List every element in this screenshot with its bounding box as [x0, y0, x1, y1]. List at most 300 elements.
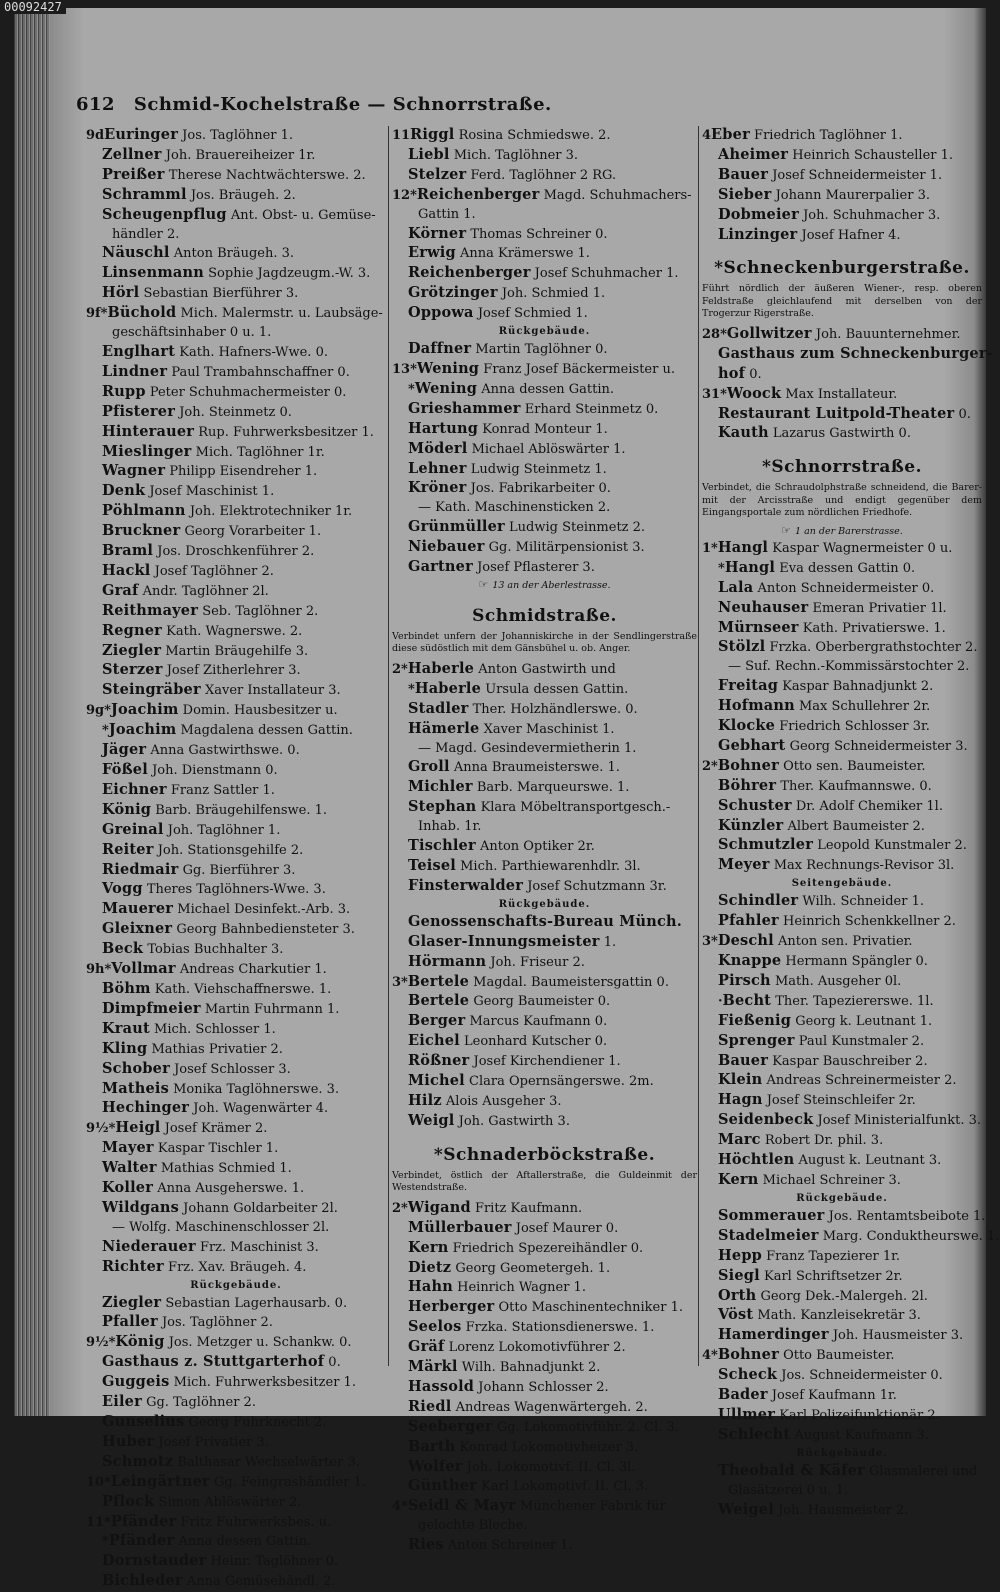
- resident-name: Kauth: [718, 424, 769, 442]
- cross-reference-text: 1 an der Barerstrasse.: [795, 525, 903, 537]
- resident-details: Jos. Taglöhner 1.: [182, 128, 294, 143]
- house-number: 4*: [392, 1499, 408, 1515]
- resident-name: Weigl: [408, 1111, 455, 1129]
- resident-details: Erhard Steinmetz 0.: [524, 401, 659, 417]
- resident-details: Max Installateur.: [785, 386, 898, 402]
- resident-name: Scheck: [718, 1366, 778, 1384]
- resident-name: Sieber: [718, 185, 772, 203]
- directory-entry: [702, 619, 982, 639]
- directory-entry: [392, 1298, 697, 1318]
- resident-details: Barb. Bräugehilfenswe. 1.: [155, 802, 328, 818]
- house-number: 28*: [702, 326, 727, 342]
- resident-details: Frzka. Oberbergrathstochter 2.: [769, 640, 978, 656]
- resident-details: Emeran Privatier 1l.: [812, 600, 947, 616]
- directory-entry: [702, 1032, 982, 1052]
- directory-entry: [392, 1358, 697, 1378]
- resident-details: Josef Zitherlehrer 3.: [166, 663, 301, 679]
- resident-details: Rosina Schmiedswe. 2.: [458, 128, 611, 143]
- resident-details: Heinrich Schenkkellner 2.: [783, 914, 956, 930]
- resident-name: Körner: [408, 224, 467, 242]
- resident-details: Georg Geometergeh. 1.: [455, 1260, 611, 1276]
- resident-details: Anna dessen Gattin.: [481, 381, 615, 397]
- directory-entry: [86, 1433, 386, 1453]
- directory-entry: [392, 304, 697, 324]
- resident-name: Groll: [408, 758, 450, 776]
- resident-name: Woock: [726, 384, 782, 402]
- directory-entry: [392, 420, 697, 440]
- directory-entry: [86, 642, 386, 662]
- directory-entry: [86, 1552, 386, 1572]
- resident-name: Regner: [102, 621, 163, 639]
- directory-entry: [86, 542, 386, 562]
- resident-name: Liebl: [408, 145, 450, 163]
- directory-entry: [392, 340, 697, 360]
- column-rule: [698, 126, 699, 1366]
- house-number: 2*: [392, 661, 408, 677]
- resident-name: Pfisterer: [102, 402, 176, 420]
- directory-entry: [86, 482, 386, 502]
- resident-name: Pfahler: [718, 912, 779, 930]
- directory-entry: [392, 400, 697, 420]
- resident-name: Richter: [102, 1257, 164, 1275]
- resident-details: Joh. Brauereiheizer 1r.: [165, 147, 316, 163]
- resident-name: König: [102, 800, 152, 818]
- directory-entry: [702, 932, 982, 952]
- resident-details: Michael Desinfekt.-Arb. 3.: [177, 902, 351, 918]
- resident-name: Reichenberger: [416, 185, 540, 203]
- directory-entry: [86, 1572, 386, 1592]
- resident-details: Friedrich Schlosser 3r.: [779, 719, 930, 735]
- house-number: 2*: [702, 758, 718, 774]
- resident-name: Kraut: [102, 1019, 150, 1037]
- house-number: 4: [702, 128, 712, 143]
- directory-entry: [86, 383, 386, 403]
- resident-name: Märkl: [408, 1358, 458, 1376]
- resident-details: Josef Schlosser 3.: [174, 1061, 291, 1077]
- resident-details: Josef Kirchendiener 1.: [473, 1054, 621, 1070]
- directory-entry: [392, 1318, 697, 1338]
- cross-reference: [702, 524, 982, 539]
- directory-entry: [392, 479, 697, 499]
- resident-name: Greinal: [102, 820, 164, 838]
- directory-entry: [392, 380, 697, 400]
- resident-details: Ant. Obst- u. Gemüse-: [230, 207, 376, 223]
- resident-details: Michael Schreiner 3.: [762, 1172, 901, 1188]
- directory-entry: [392, 1092, 697, 1112]
- resident-name: Hangl: [717, 538, 769, 556]
- resident-name: Künzler: [718, 816, 784, 834]
- resident-details: August k. Leutnant 3.: [798, 1153, 942, 1169]
- directory-entry: [392, 758, 697, 778]
- resident-name: Hörmann: [408, 952, 487, 970]
- resident-details: Xaver Maschinist 1.: [483, 721, 615, 737]
- directory-entry: [86, 1139, 386, 1159]
- resident-name: Ries: [408, 1536, 444, 1554]
- directory-entry: [392, 225, 697, 245]
- resident-name: Wening: [414, 379, 478, 397]
- resident-name: hof: [718, 364, 746, 382]
- directory-entry: [86, 1000, 386, 1020]
- directory-entry: [86, 1179, 386, 1199]
- directory-entry: [86, 462, 386, 482]
- resident-name: Daffner: [408, 340, 472, 358]
- directory-entry: [392, 206, 697, 225]
- directory-entry: [86, 1099, 386, 1119]
- resident-name: Gunselius: [102, 1413, 185, 1430]
- house-number: 9d: [86, 128, 105, 143]
- directory-entry: [702, 424, 982, 444]
- owner-star: *: [102, 1534, 109, 1550]
- directory-entry: [702, 579, 982, 599]
- resident-details: August Kaufmann 3.: [794, 1427, 929, 1443]
- directory-entry: [86, 1473, 386, 1493]
- house-number: 9f*: [86, 306, 108, 322]
- resident-name: Mürnseer: [718, 618, 799, 636]
- section-label: Rückgebäude.: [796, 1447, 888, 1459]
- column-1: [86, 126, 386, 1592]
- directory-entry: [86, 781, 386, 801]
- resident-details: Georg Bahnbediensteter 3.: [176, 922, 355, 938]
- house-number: 2*: [392, 1200, 408, 1216]
- resident-details: Mich. Schlosser 1.: [154, 1021, 276, 1037]
- resident-details: Josef Schuhmacher 1.: [534, 266, 679, 282]
- resident-name: Ziegler: [102, 641, 162, 659]
- resident-details: — Kath. Maschinensticken 2.: [418, 500, 611, 516]
- directory-entry: [86, 1294, 386, 1314]
- resident-name: Vöst: [718, 1306, 754, 1324]
- resident-details: Gg. Lokomotivführ. 2. Cl. 3.: [496, 1419, 679, 1435]
- resident-name: Grötzinger: [408, 284, 498, 302]
- resident-name: Gollwitzer: [726, 324, 812, 342]
- house-number: 1*: [702, 540, 718, 556]
- resident-name: Matheis: [102, 1079, 169, 1097]
- directory-entry: [392, 1338, 697, 1358]
- directory-entry: [392, 798, 697, 818]
- resident-details: — Magd. Gesindevermietherin 1.: [418, 740, 637, 756]
- resident-details: — Suf. Rechn.-Kommissärstochter 2.: [728, 659, 970, 675]
- resident-details: Hermann Spängler 0.: [785, 954, 928, 969]
- resident-name: Finsterwalder: [408, 876, 524, 894]
- directory-entry: [86, 1020, 386, 1040]
- resident-name: Schramml: [102, 185, 187, 203]
- page-number: 612: [76, 94, 116, 115]
- directory-entry: [702, 972, 982, 992]
- resident-details: Simon Ablöswärter 2.: [158, 1494, 302, 1510]
- resident-details: Franz Josef Bäckermeister u.: [483, 361, 675, 377]
- directory-entry: [86, 582, 386, 602]
- resident-details: Gattin 1.: [418, 206, 476, 222]
- resident-details: Math. Ausgeher 0l.: [774, 973, 902, 989]
- directory-entry: [702, 344, 993, 365]
- scan-id: 00092427: [0, 0, 66, 14]
- resident-details: Josef Ministerialfunkt. 3.: [817, 1113, 982, 1129]
- directory-entry: [86, 841, 386, 861]
- section-label: Rückgebäude.: [498, 326, 591, 338]
- directory-entry: [86, 1453, 386, 1473]
- section-label: Rückgebäude.: [498, 898, 591, 910]
- resident-details: Wilh. Schneider 1.: [802, 894, 924, 910]
- resident-name: Gasthaus zum Schneckenburger-: [718, 344, 993, 362]
- directory-entry: [392, 166, 697, 186]
- resident-name: Eber: [711, 126, 750, 143]
- resident-details: Philipp Eisendreher 1.: [169, 464, 318, 480]
- resident-details: — Wolfg. Maschinenschlosser 2l.: [112, 1219, 330, 1235]
- resident-name: Braml: [102, 542, 154, 560]
- resident-name: Mauerer: [102, 900, 174, 918]
- resident-name: Zellner: [102, 145, 162, 163]
- directory-entry: [392, 1438, 697, 1458]
- directory-entry: [392, 186, 697, 206]
- street-description: Verbindet unfern der Johanniskirche in der Sendlingerstraße diese südöstlich mit dem Gänsbühel u. ob. Anger.: [392, 630, 697, 655]
- resident-details: Wilh. Bahnadjunkt 2.: [461, 1360, 601, 1376]
- directory-entry: [702, 1071, 982, 1091]
- resident-name: Eiler: [102, 1393, 142, 1411]
- house-number: 9h*: [86, 962, 112, 978]
- directory-entry: [392, 700, 697, 720]
- resident-details: gelochte Bleche.: [418, 1518, 528, 1534]
- resident-details: Ludwig Steinmetz 1.: [470, 461, 607, 477]
- resident-details: Ludwig Steinmetz 2.: [509, 520, 646, 536]
- directory-entry: [392, 1199, 697, 1219]
- house-number: 10*: [86, 1474, 111, 1490]
- directory-entry: [702, 365, 982, 385]
- resident-details: geschäftsinhaber 0 u. 1.: [112, 325, 272, 341]
- cross-reference: [392, 578, 697, 593]
- resident-name: Wolfer: [408, 1457, 463, 1475]
- resident-details: Georg Dek.-Malergeh. 2l.: [760, 1288, 928, 1304]
- house-number: 13*: [392, 361, 417, 377]
- resident-details: Anna dessen Gattin.: [178, 1534, 312, 1550]
- resident-details: Karl Polizeifunktionär 2.: [779, 1407, 940, 1423]
- directory-entry: [702, 1462, 982, 1482]
- directory-entry: [702, 1426, 982, 1446]
- directory-entry: [392, 660, 697, 680]
- directory-entry: [86, 1493, 386, 1513]
- resident-details: Johann Schlosser 2.: [478, 1379, 609, 1395]
- column-rule: [388, 126, 389, 1366]
- resident-details: händler 2.: [112, 226, 180, 242]
- resident-name: Walter: [102, 1159, 157, 1177]
- directory-entry: [702, 1206, 986, 1227]
- resident-name: Lala: [718, 578, 754, 596]
- owner-star: *: [408, 681, 415, 697]
- directory-entry: [392, 146, 697, 166]
- directory-entry: [392, 1517, 697, 1536]
- resident-details: Heinrich Wagner 1.: [457, 1280, 586, 1296]
- resident-name: Riedl: [408, 1397, 452, 1415]
- resident-name: Lehner: [408, 459, 467, 477]
- resident-name: Pfänder: [108, 1532, 175, 1550]
- resident-name: Sommerauer: [718, 1206, 825, 1224]
- resident-details: Sophie Jagdzeugm.-W. 3.: [208, 266, 371, 282]
- directory-entry: [86, 1238, 386, 1258]
- resident-name: Hinterauer: [102, 422, 195, 440]
- resident-name: Becht: [722, 991, 772, 1009]
- resident-name: Niederauer: [102, 1237, 196, 1255]
- resident-details: Kaspar Bauschreiber 2.: [772, 1053, 928, 1069]
- resident-name: Hilz: [408, 1091, 442, 1109]
- resident-name: Möderl: [408, 439, 468, 457]
- column-3: [702, 126, 1000, 1520]
- resident-details: Barb. Marqueurswe. 1.: [476, 780, 630, 796]
- directory-entry: [86, 1393, 386, 1413]
- pointing-hand-icon: ☞: [781, 523, 792, 537]
- directory-entry: [392, 1278, 697, 1298]
- house-number: 3*: [392, 974, 408, 990]
- resident-details: Kath. Viehschaffnerswe. 1.: [154, 981, 332, 997]
- resident-details: Inhab. 1r.: [418, 819, 482, 835]
- resident-name: Büchold: [107, 304, 177, 322]
- directory-entry: [86, 363, 386, 383]
- resident-name: Aheimer: [718, 145, 789, 163]
- resident-details: Martin Taglöhner 0.: [475, 342, 608, 358]
- resident-details: Joh. Stationsgehilfe 2.: [157, 842, 304, 858]
- resident-details: 1.: [603, 934, 617, 950]
- resident-name: Deschl: [717, 932, 774, 950]
- resident-details: Anna Gemüsehändl. 2.: [186, 1574, 336, 1590]
- directory-entry: [86, 900, 386, 920]
- resident-name: Huber: [102, 1432, 155, 1450]
- resident-details: Joh. Wagenwärter 4.: [193, 1101, 329, 1117]
- resident-details: Andreas Wagenwärtergeh. 2.: [455, 1399, 648, 1415]
- directory-entry: [86, 343, 386, 363]
- resident-details: Seb. Taglöhner 2.: [202, 603, 319, 619]
- directory-entry: [702, 1171, 982, 1191]
- resident-name: Dobmeier: [718, 205, 799, 223]
- directory-entry: [392, 1497, 697, 1517]
- directory-entry: [86, 1040, 386, 1060]
- directory-entry: [86, 1532, 386, 1552]
- resident-name: Bichleder: [102, 1572, 183, 1590]
- directory-entry: [392, 360, 697, 380]
- section-label: Rückgebäude.: [190, 1279, 282, 1291]
- resident-name: Restaurant Luitpold-Theater: [718, 404, 955, 422]
- resident-name: Neuhauser: [718, 598, 809, 616]
- resident-details: Magdal. Baumeistersgattin 0.: [473, 974, 669, 990]
- resident-details: Josef Privatier 3.: [158, 1434, 269, 1450]
- resident-details: Gg. Taglöhner 2.: [146, 1395, 256, 1411]
- directory-entry: [702, 1326, 982, 1346]
- resident-details: Joh. Lokomotivf. II. Cl. 3l.: [466, 1459, 636, 1475]
- directory-entry: [86, 1353, 386, 1373]
- directory-entry: [702, 226, 982, 246]
- resident-details: Paul Trambahnschaffner 0.: [171, 364, 350, 380]
- directory-entry: [702, 777, 982, 797]
- resident-name: Herberger: [408, 1298, 495, 1316]
- directory-entry: [392, 1032, 697, 1052]
- resident-details: Anton Schreiner 1.: [447, 1538, 573, 1554]
- directory-entry: [392, 518, 697, 538]
- resident-name: Koller: [102, 1179, 154, 1197]
- resident-name: Schmotz: [102, 1452, 174, 1470]
- resident-name: Mieslinger: [102, 442, 192, 460]
- resident-name: Stadelmeier: [718, 1226, 819, 1244]
- resident-name: Weigel: [718, 1500, 774, 1518]
- directory-entry: [392, 877, 697, 897]
- resident-details: Joh. Schmied 1.: [501, 286, 606, 302]
- resident-details: Peter Schuhmachermeister 0.: [149, 384, 347, 400]
- directory-entry: [702, 1151, 982, 1171]
- resident-details: Jos. Droschkenführer 2.: [157, 544, 315, 560]
- resident-name: Englhart: [102, 342, 176, 360]
- resident-details: Glasätzerei 0 u. 1.: [728, 1482, 849, 1498]
- directory-entry: [86, 1060, 386, 1080]
- cross-reference-text: 13 an der Aberlestrasse.: [492, 579, 611, 591]
- directory-entry: [392, 440, 697, 460]
- resident-name: Seidl & Mayr: [407, 1497, 516, 1515]
- resident-details: Thomas Schreiner 0.: [470, 226, 608, 242]
- resident-name: Hartung: [408, 419, 479, 437]
- resident-details: Josef Krämer 2.: [164, 1121, 268, 1137]
- resident-details: Martin Fuhrmann 1.: [204, 1001, 340, 1017]
- directory-entry: [86, 1333, 386, 1353]
- directory-entry: [86, 562, 386, 582]
- resident-name: Haberle: [414, 679, 482, 697]
- directory-entry: [392, 933, 697, 953]
- directory-entry: [702, 186, 982, 206]
- directory-entry: [86, 502, 386, 522]
- directory-entry: [702, 856, 982, 876]
- directory-entry: [392, 1072, 697, 1092]
- resident-name: Bertele: [407, 972, 470, 990]
- directory-entry: [702, 206, 982, 226]
- directory-entry: [86, 226, 386, 245]
- resident-name: Fößel: [102, 761, 148, 778]
- directory-entry: [702, 757, 982, 777]
- directory-entry: [86, 801, 386, 821]
- resident-name: Glaser-Innungsmeister: [408, 932, 600, 950]
- directory-entry: [702, 1287, 982, 1307]
- resident-name: Vollmar: [111, 960, 176, 978]
- street-heading: Schmidstraße.: [472, 605, 617, 626]
- resident-name: Wagner: [102, 462, 166, 480]
- resident-details: Marcus Kaufmann 0.: [469, 1014, 608, 1030]
- resident-name: Linsenmann: [102, 264, 204, 282]
- resident-name: Reithmayer: [102, 601, 199, 619]
- resident-details: Theres Taglöhners-Wwe. 3.: [146, 882, 326, 898]
- resident-name: Pöhlmann: [102, 502, 186, 520]
- directory-entry: [86, 940, 386, 960]
- resident-details: Jos. Fabrikarbeiter 0.: [470, 481, 611, 497]
- resident-details: Lorenz Lokomotivführer 2.: [448, 1340, 626, 1356]
- resident-details: Fritz Kaufmann.: [474, 1200, 583, 1216]
- street-heading: *Schneckenburgerstraße.: [714, 258, 970, 279]
- resident-details: Monika Taglöhnerswe. 3.: [173, 1081, 340, 1097]
- resident-details: Anna Braumeisterswe. 1.: [453, 760, 620, 776]
- directory-entry: [86, 1119, 386, 1139]
- resident-name: Hahn: [408, 1278, 453, 1296]
- directory-entry: [86, 1159, 386, 1179]
- resident-name: Wigand: [407, 1198, 471, 1216]
- directory-entry: [86, 821, 386, 841]
- resident-name: Stelzer: [408, 165, 467, 183]
- directory-entry: [702, 1406, 982, 1426]
- directory-entry: [702, 1012, 982, 1032]
- resident-details: Anna Ausgeherswe. 1.: [157, 1181, 305, 1197]
- directory-entry: [86, 861, 386, 881]
- resident-name: Seidenbeck: [718, 1111, 814, 1129]
- resident-details: Jos. Schneidermeister 0.: [781, 1368, 943, 1384]
- directory-entry: [702, 166, 982, 186]
- directory-entry: [702, 836, 982, 856]
- resident-details: Josef Taglöhner 2.: [154, 563, 274, 579]
- resident-details: Therese Nachtwächterswe. 2.: [168, 167, 366, 183]
- resident-details: Kath. Hafners-Wwe. 0.: [179, 344, 328, 360]
- resident-name: Beck: [102, 940, 144, 958]
- resident-details: Heinr. Taglöhner 0.: [210, 1554, 339, 1570]
- resident-name: Klein: [718, 1071, 763, 1089]
- resident-details: Mathias Privatier 2.: [151, 1041, 283, 1057]
